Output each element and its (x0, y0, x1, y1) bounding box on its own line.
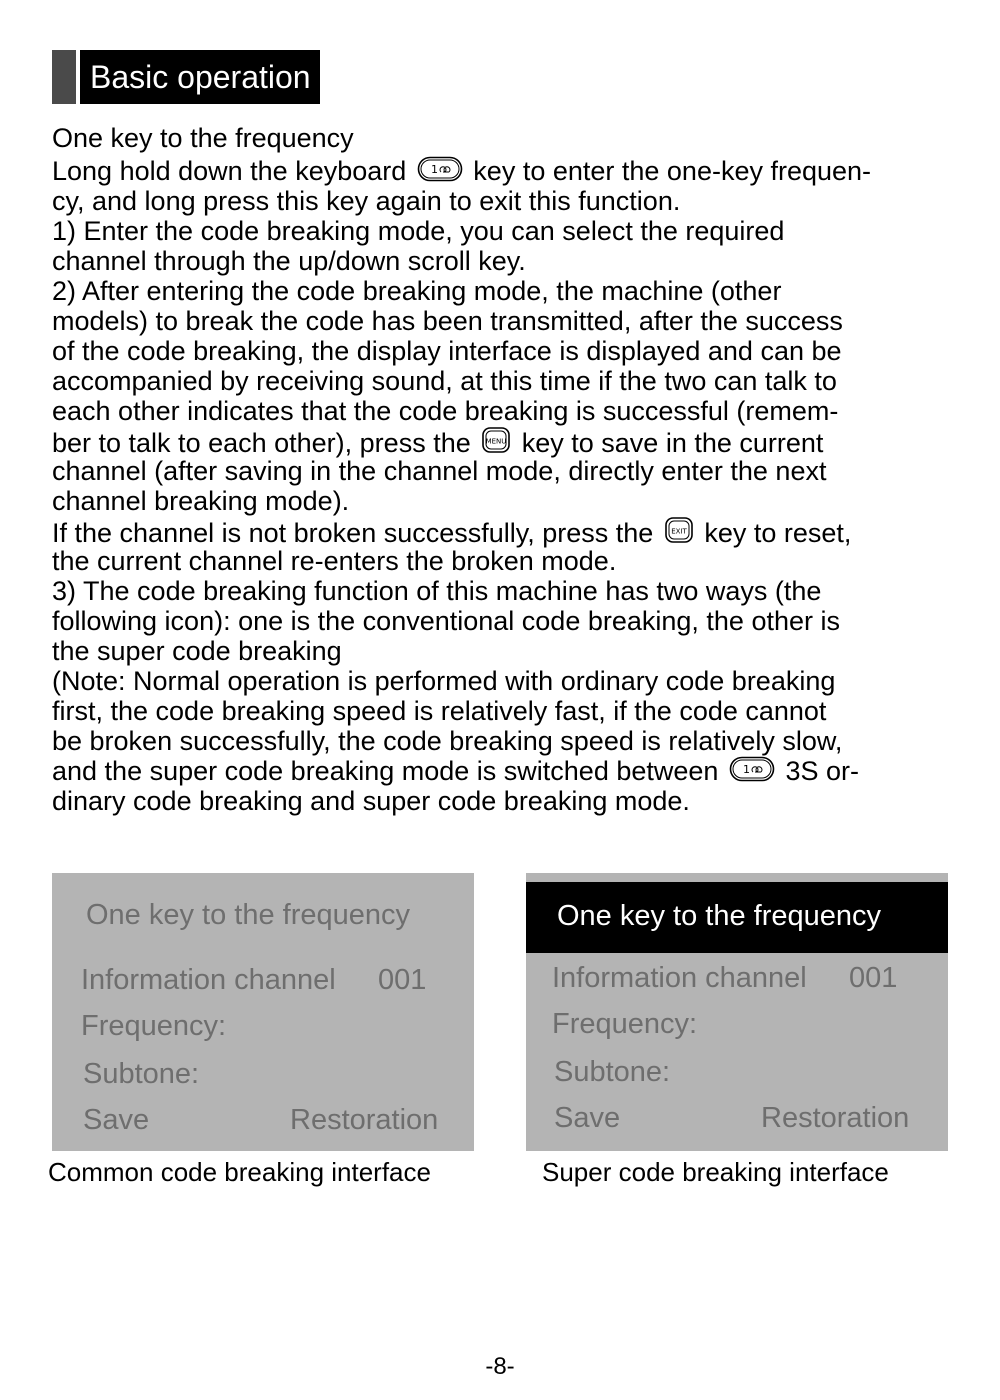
screen-title: One key to the frequency (86, 899, 411, 931)
text-line (52, 426, 962, 456)
section-header (52, 50, 320, 104)
text-run: 1) Enter the code breaking mode, you can select the required (52, 216, 785, 246)
section-title: Basic operation (80, 50, 320, 104)
menu-key-icon (481, 426, 511, 454)
text-run: 3S or- (785, 756, 859, 786)
text-run: models) to break the code has been transmitted, after the success (52, 306, 843, 336)
exit-key-icon (664, 516, 694, 544)
text-run: the current channel re-enters the broken mode. (52, 546, 617, 576)
text-run: following icon): one is the conventional code breaking, the other is (52, 606, 840, 636)
text-line (52, 636, 962, 666)
text-line (52, 516, 962, 546)
text-line (52, 396, 962, 426)
page-number: -8- (485, 1353, 515, 1380)
text-line (52, 306, 962, 336)
screen-title: One key to the frequency (557, 900, 882, 932)
svg-text:MENU: MENU (485, 437, 507, 446)
text-line (52, 666, 962, 696)
subtone-label: Subtone: (554, 1056, 671, 1088)
text-run: the super code breaking (52, 636, 342, 666)
text-run: and the super code breaking mode is switched between (52, 756, 726, 786)
text-run: dinary code breaking and super code breaking mode. (52, 786, 690, 816)
text-run: channel breaking mode). (52, 486, 350, 516)
text-line (52, 456, 962, 486)
text-run: key to enter the one-key frequen- (473, 156, 872, 186)
common-interface-caption: Common code breaking interface (48, 1157, 431, 1187)
frequency-label: Frequency: (552, 1008, 698, 1040)
text-run: accompanied by receiving sound, at this time if the two can talk to (52, 366, 837, 396)
text-line (52, 756, 962, 786)
channel-label: Information channel (552, 962, 807, 994)
text-run: channel (after saving in the channel mode, directly enter the next (52, 456, 827, 486)
text-line (52, 186, 962, 216)
subtone-label: Subtone: (83, 1058, 200, 1090)
svg-text:1: 1 (430, 163, 438, 176)
key-1-icon (729, 756, 775, 782)
channel-number: 001 (849, 962, 898, 994)
super-interface-screen (526, 873, 948, 1151)
restoration-option: Restoration (761, 1102, 910, 1134)
subsection-title: One key to the frequency (52, 123, 354, 153)
text-run: 3) The code breaking function of this machine has two ways (the (52, 576, 822, 606)
text-line (52, 606, 962, 636)
text-run: each other indicates that the code breaking is successful (remem- (52, 396, 839, 426)
text-run: ber to talk to each other), press the (52, 428, 479, 458)
super-interface-caption: Super code breaking interface (542, 1157, 889, 1187)
text-line (52, 726, 962, 756)
common-interface-screen (52, 873, 474, 1151)
text-line (52, 486, 962, 516)
save-option: Save (83, 1104, 150, 1136)
channel-label: Information channel (81, 964, 336, 996)
key-1-icon (417, 156, 463, 182)
text-line (52, 696, 962, 726)
text-run: be broken successfully, the code breaking speed is relatively slow, (52, 726, 843, 756)
text-run: 2) After entering the code breaking mode, the machine (other (52, 276, 782, 306)
text-run: first, the code breaking speed is relatively fast, if the code cannot (52, 696, 827, 726)
text-run: key to save in the current (521, 428, 824, 458)
text-line (52, 216, 962, 246)
text-run: channel through the up/down scroll key. (52, 246, 526, 276)
text-line (52, 786, 962, 816)
text-run: cy, and long press this key again to exit this function. (52, 186, 681, 216)
text-line (52, 366, 962, 396)
svg-text:EXIT: EXIT (671, 527, 687, 536)
channel-number: 001 (378, 964, 427, 996)
text-line (52, 336, 962, 366)
text-line (52, 276, 962, 306)
text-line (52, 546, 962, 576)
save-option: Save (554, 1102, 621, 1134)
header-accent-bar (52, 50, 76, 104)
svg-text:1: 1 (742, 763, 750, 776)
text-run: of the code breaking, the display interface is displayed and can be (52, 336, 842, 366)
text-line (52, 576, 962, 606)
instructions-body (52, 156, 962, 816)
restoration-option: Restoration (290, 1104, 439, 1136)
text-run: (Note: Normal operation is performed with ordinary code breaking (52, 666, 836, 696)
text-line (52, 156, 962, 186)
screen-title-bar (526, 882, 948, 953)
text-run: Long hold down the keyboard (52, 156, 414, 186)
text-line (52, 246, 962, 276)
frequency-label: Frequency: (81, 1010, 227, 1042)
text-run: If the channel is not broken successfully, press the (52, 518, 661, 548)
text-run: key to reset, (704, 518, 852, 548)
